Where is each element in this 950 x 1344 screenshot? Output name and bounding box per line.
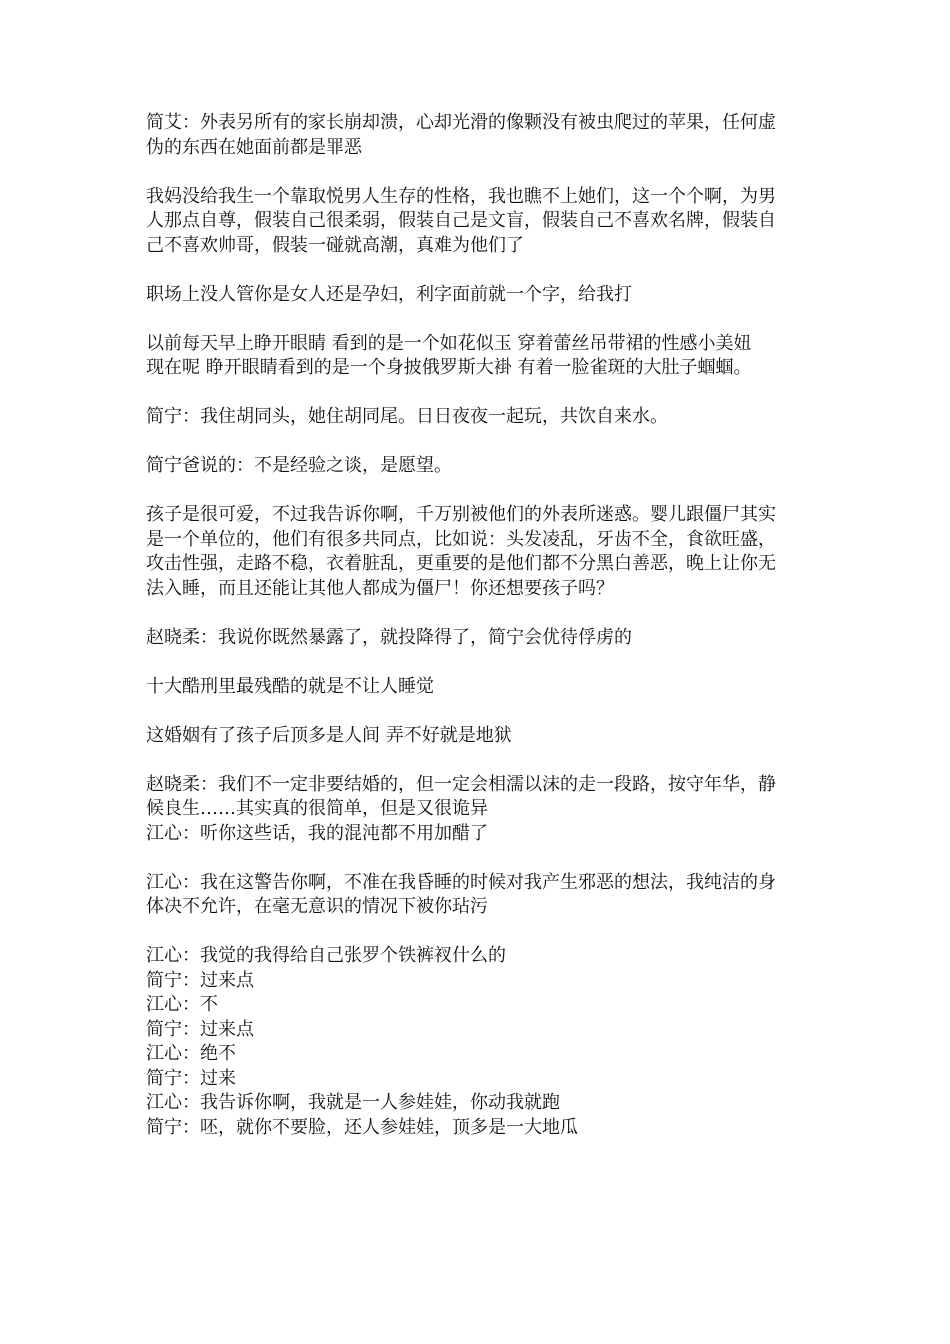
text-line: 孩子是很可爱，不过我告诉你啊，千万别被他们的外表所迷惑。婴儿跟僵尸其实 [146,504,776,525]
text-line: 简宁爸说的：不是经验之谈，是愿望。 [146,455,452,476]
text-line: 候良生……其实真的很简单，但是又很诡异 [146,798,488,819]
paragraph [146,111,816,160]
text-line: 己不喜欢帅哥，假装一碰就高潮，真难为他们了 [146,234,524,256]
text-line: 简宁：过来 [146,1067,236,1089]
paragraph [146,871,816,920]
text-line: 十大酷刑里最残酷的就是不让人睡觉 [146,675,434,697]
text-line: 江心：我觉的我得给自己张罗个铁裤衩什么的 [146,945,506,966]
paragraph [146,626,816,651]
text-line: 这婚姻有了孩子后顶多是人间 弄不好就是地狱 [146,724,512,746]
text-line: 攻击性强，走路不稳，衣着脏乱，更重要的是他们都不分黑白善恶，晚上让你无 [146,553,776,574]
text-line: 人那点自尊，假装自己很柔弱，假装自己是文盲，假装自己不喜欢名牌，假装自 [146,210,776,231]
paragraph [146,773,816,847]
paragraph [146,185,816,259]
paragraph [146,283,816,308]
text-line: 简艾：外表另所有的家长崩却溃，心却光滑的像颗没有被虫爬过的苹果，任何虚 [146,112,776,133]
text-line: 法入睡，而且还能让其他人都成为僵尸！你还想要孩子吗？ [146,577,614,599]
text-line: 简宁：我住胡同头，她住胡同尾。日日夜夜一起玩，共饮自来水。 [146,406,668,427]
text-line: 赵晓柔：我们不一定非要结婚的，但一定会相濡以沫的走一段路，按守年华，静 [146,773,776,795]
text-line: 体决不允许，在毫无意识的情况下被你玷污 [146,896,488,917]
paragraph [146,454,816,479]
text-line: 简宁：过来点 [146,1018,254,1040]
text-line: 简宁：呸，就你不要脸，还人参娃娃，顶多是一大地瓜 [146,1116,578,1138]
text-line: 江心：不 [146,994,218,1015]
text-line: 赵晓柔：我说你既然暴露了，就投降得了，简宁会优待俘虏的 [146,626,632,648]
document-page [146,111,816,1165]
text-line: 职场上没人管你是女人还是孕妇，利字面前就一个字，给我打 [146,283,632,305]
paragraph [146,503,816,601]
paragraph [146,405,816,430]
text-line: 我妈没给我生一个靠取悦男人生存的性格，我也瞧不上她们，这一个个啊，为男 [146,185,776,207]
text-line: 以前每天早上睁开眼睛 看到的是一个如花似玉 穿着蕾丝吊带裙的性感小美妞 [146,332,752,354]
text-line: 江心：绝不 [146,1043,236,1064]
text-line: 江心：我在这警告你啊，不准在我昏睡的时候对我产生邪恶的想法，我纯洁的身 [146,871,776,893]
text-line: 江心：我告诉你啊，我就是一人参娃娃，你动我就跑 [146,1092,560,1113]
text-line: 伪的东西在她面前都是罪恶 [146,136,362,158]
text-line: 是一个单位的，他们有很多共同点，比如说：头发凌乱，牙齿不全，食欲旺盛， [146,528,776,550]
text-line: 现在呢 睁开眼睛看到的是一个身披俄罗斯大褂 有着一脸雀斑的大肚子蝈蝈。 [146,357,752,378]
paragraph [146,332,816,381]
paragraph [146,944,816,1140]
paragraph [146,724,816,749]
paragraph [146,675,816,700]
text-line: 简宁：过来点 [146,969,254,991]
text-line: 江心：听你这些话，我的混沌都不用加醋了 [146,822,488,844]
